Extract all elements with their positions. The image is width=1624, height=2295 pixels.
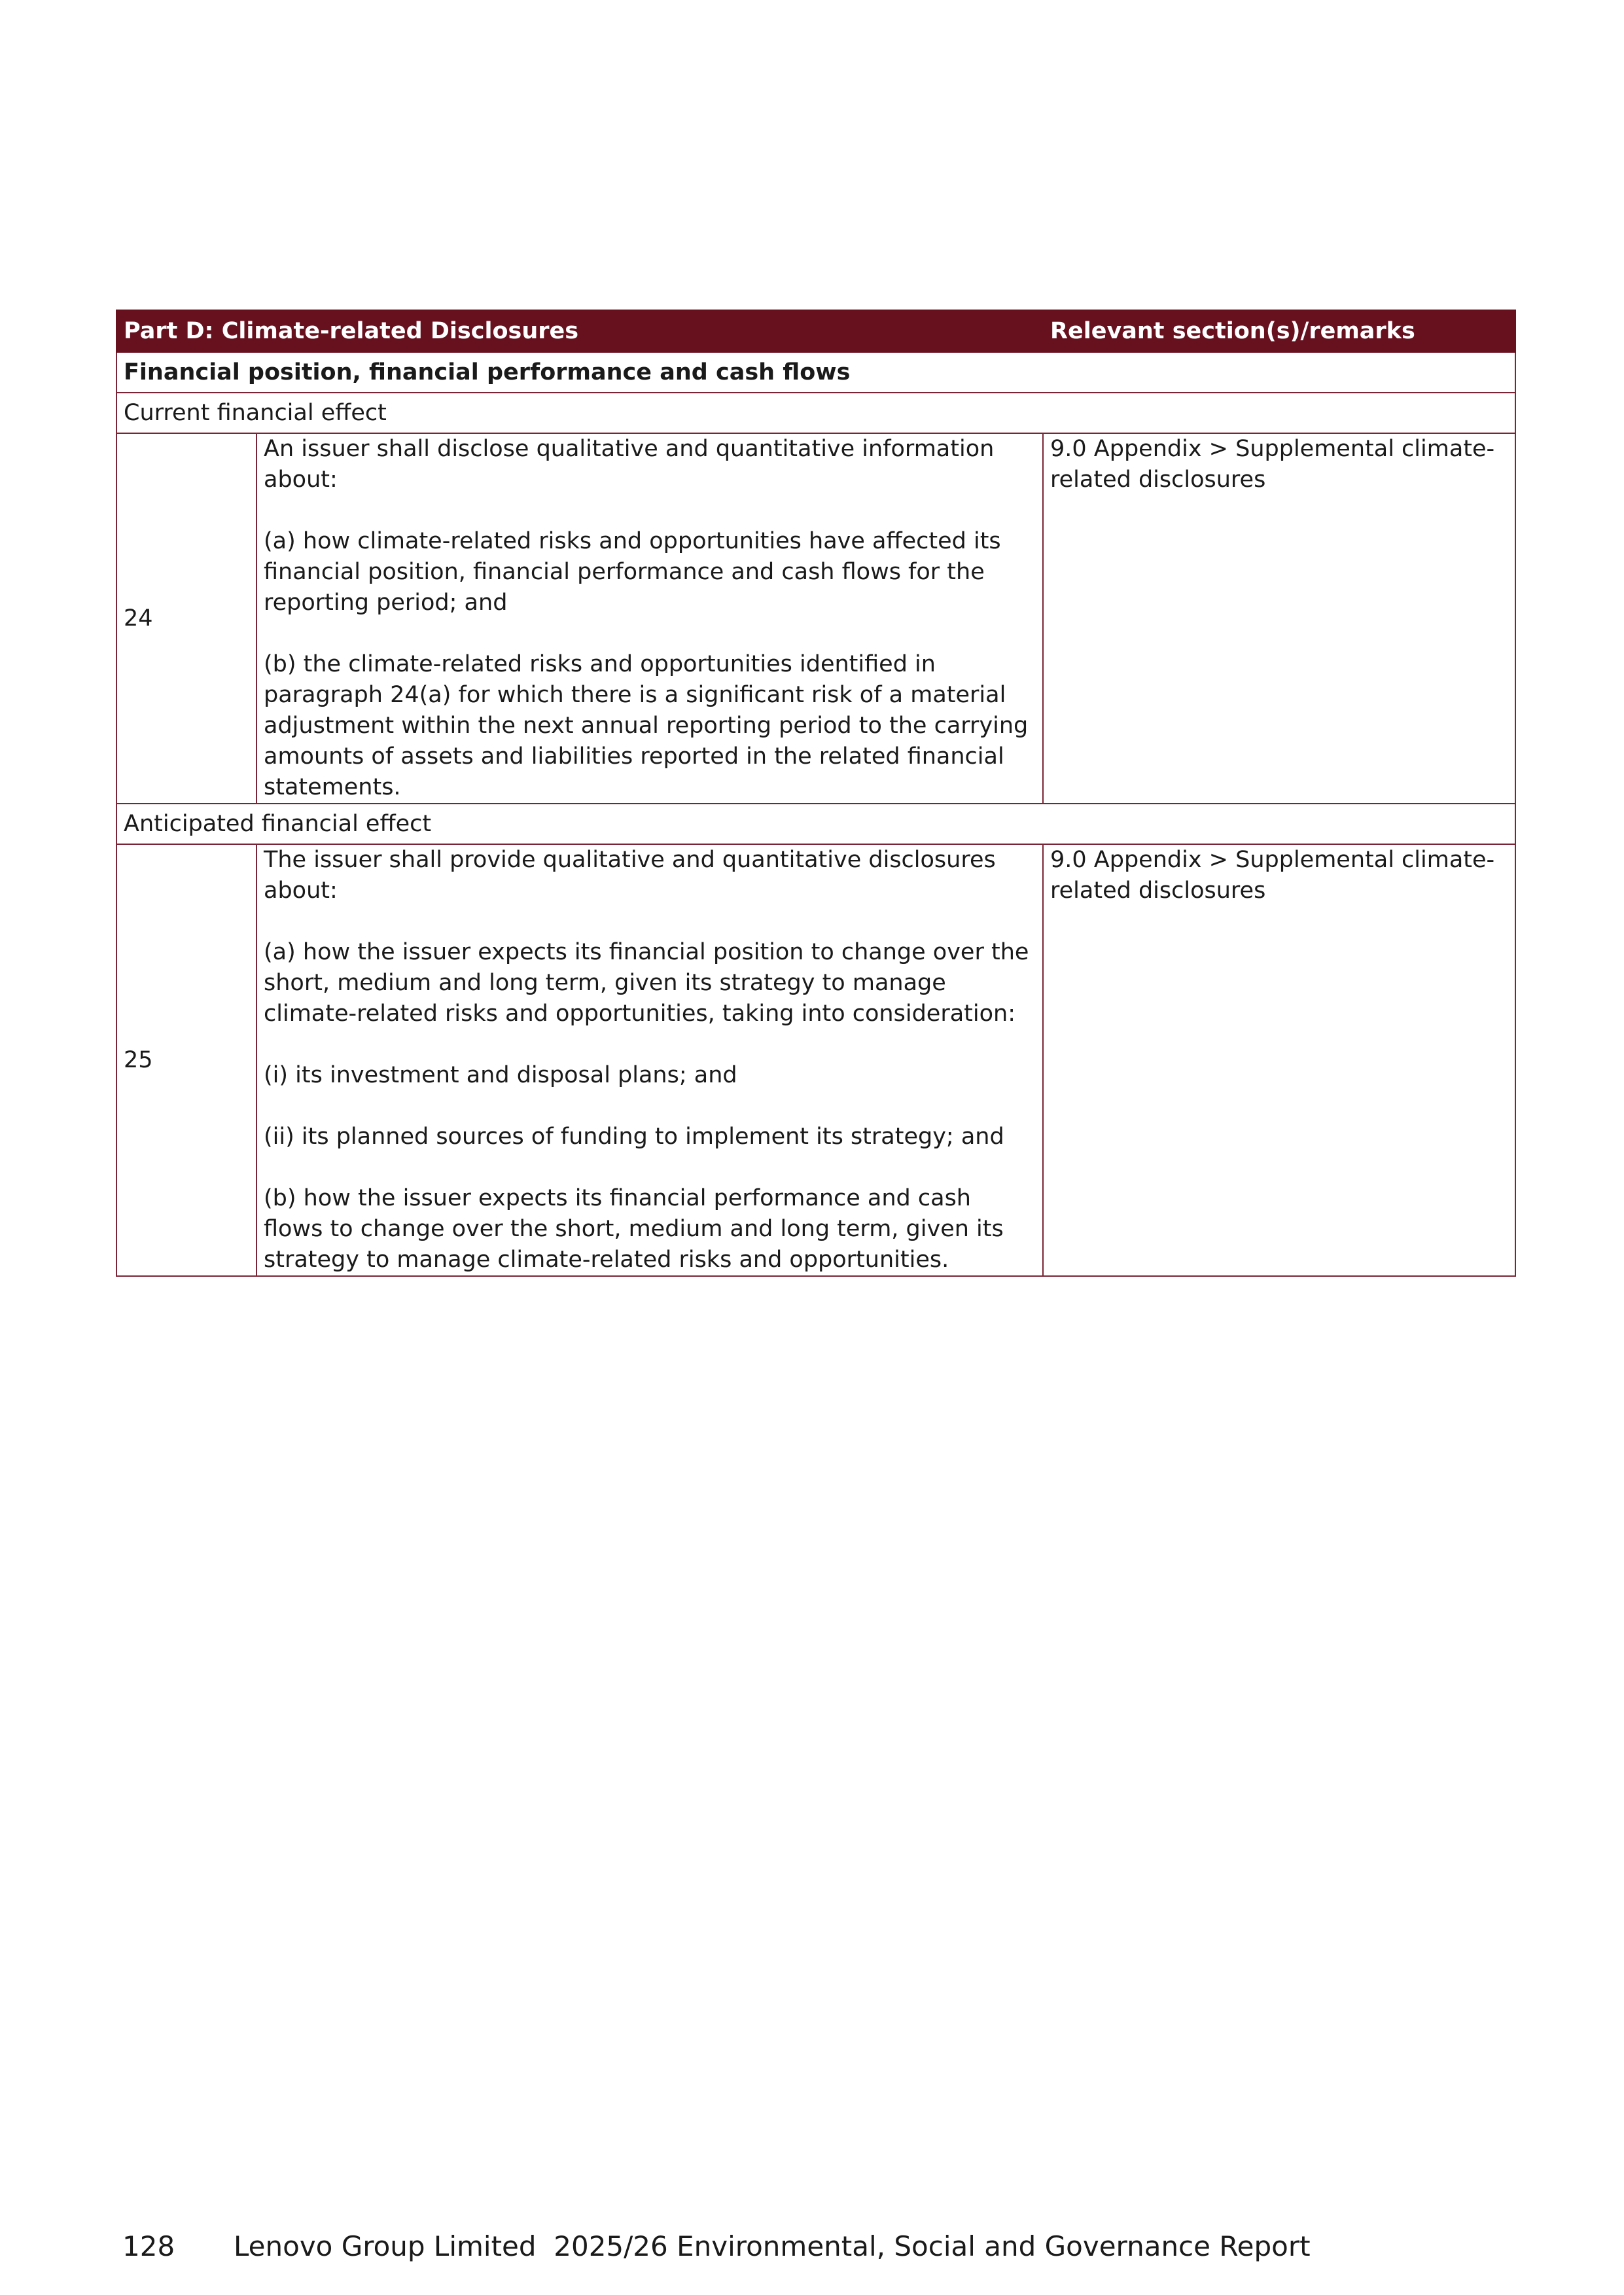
section-title: Financial position, financial performance and cash flows bbox=[116, 352, 1515, 393]
requirement-paragraph: (ii) its planned sources of funding to implement its strategy; and bbox=[264, 1124, 1004, 1150]
subheading-row bbox=[116, 804, 1515, 844]
requirement-paragraph: (a) how climate-related risks and opportunities have affected its financial position, financial performance and cash flows for the reporting period; and bbox=[264, 528, 1001, 616]
requirement-paragraph: An issuer shall disclose qualitative and quantitative information about: bbox=[264, 436, 995, 493]
page-footer bbox=[122, 2228, 1311, 2265]
table-row bbox=[116, 844, 1515, 1276]
subheading-anticipated-financial-effect: Anticipated financial effect bbox=[116, 804, 1515, 844]
table-row bbox=[116, 433, 1515, 804]
remarks-cell: 9.0 Appendix > Supplemental climate-related disclosures bbox=[1043, 844, 1515, 1276]
paragraph-number: 24 bbox=[116, 433, 256, 804]
report-title: Lenovo Group Limited 2025/26 Environmental, Social and Governance Report bbox=[234, 2230, 1311, 2262]
requirement-text bbox=[256, 844, 1043, 1276]
page-number: 128 bbox=[122, 2230, 175, 2262]
subheading-row bbox=[116, 393, 1515, 433]
requirement-text bbox=[256, 433, 1043, 804]
climate-disclosures-table bbox=[116, 310, 1516, 1277]
section-title-row bbox=[116, 352, 1515, 393]
table-header-row bbox=[116, 310, 1515, 352]
subheading-current-financial-effect: Current financial effect bbox=[116, 393, 1515, 433]
requirement-paragraph: The issuer shall provide qualitative and quantitative disclosures about: bbox=[264, 847, 996, 904]
requirement-paragraph: (i) its investment and disposal plans; and bbox=[264, 1062, 737, 1088]
header-remarks-title: Relevant section(s)/remarks bbox=[1043, 310, 1515, 352]
paragraph-number: 25 bbox=[116, 844, 256, 1276]
requirement-paragraph: (b) the climate-related risks and opportunities identified in paragraph 24(a) for which there is a significant risk of a material adjustment within the next annual reporting period to the carrying amounts of assets and liabilities reported in the related financial statements. bbox=[264, 651, 1029, 800]
requirement-paragraph: (b) how the issuer expects its financial performance and cash flows to change over the short, medium and long term, given its strategy to manage climate-related risks and opportunities. bbox=[264, 1185, 1004, 1273]
requirement-paragraph: (a) how the issuer expects its financial position to change over the short, medium and long term, given its strategy to manage climate-related risks and opportunities, taking into consideration: bbox=[264, 939, 1029, 1027]
remarks-cell: 9.0 Appendix > Supplemental climate-related disclosures bbox=[1043, 433, 1515, 804]
header-part-title: Part D: Climate-related Disclosures bbox=[116, 310, 1043, 352]
